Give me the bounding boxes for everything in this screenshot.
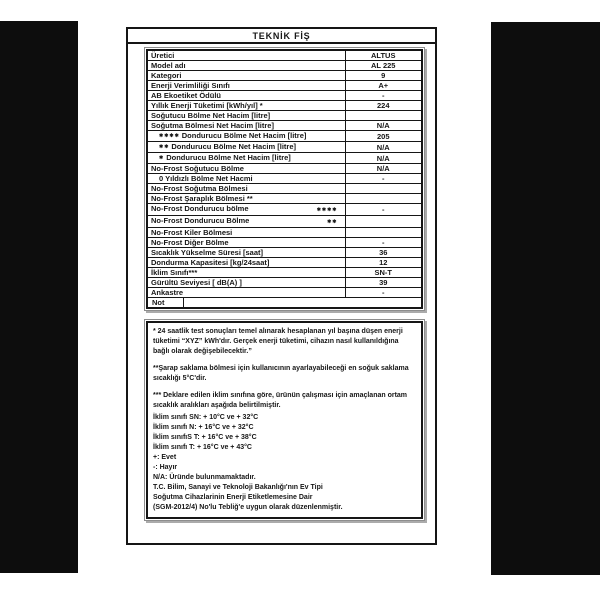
note-line: T.C. Bilim, Sanayi ve Teknoloji Bakanlığı'nın Ev Tipi	[153, 484, 323, 491]
spec-label-cell	[147, 238, 345, 248]
spec-value: 39	[345, 278, 422, 288]
spec-label: No-Frost Soğutucu Bölme	[151, 164, 244, 173]
spec-label-cell	[147, 174, 345, 184]
spec-table	[146, 49, 423, 309]
spec-label-cell	[147, 268, 345, 278]
spec-label: Soğutma Bölmesi Net Hacim [litre]	[151, 121, 274, 130]
spec-label-cell	[147, 71, 345, 81]
spec-label-cell	[147, 278, 345, 288]
table-row	[147, 258, 422, 268]
right-black-bar	[491, 22, 600, 575]
spec-value	[345, 216, 422, 228]
spec-label: Ankastre	[151, 288, 184, 297]
left-black-bar	[0, 21, 78, 573]
spec-label-cell	[147, 288, 345, 298]
table-row	[147, 50, 422, 61]
spec-label-cell	[147, 101, 345, 111]
spec-label: No-Frost Dondurucu Bölme	[151, 216, 250, 225]
note-line: Soğutma Cihazlarinin Enerji Etiketlemesine Dair	[153, 494, 313, 501]
table-row	[147, 278, 422, 288]
spec-label-cell	[147, 61, 345, 71]
star-rating-icon: ✱✱	[159, 144, 170, 150]
spec-label: Üretici	[151, 51, 175, 60]
spec-table-frame	[144, 47, 425, 311]
spec-label: Dondurma Kapasitesi [kg/24saat]	[151, 258, 270, 267]
table-row	[147, 61, 422, 71]
spec-label-cell	[147, 131, 345, 142]
regulation-statement	[153, 483, 416, 513]
spec-table-foot	[147, 298, 422, 309]
spec-label: Kategori	[151, 71, 182, 80]
spec-label-cell	[147, 248, 345, 258]
table-row	[147, 111, 422, 121]
spec-label-cell	[147, 50, 345, 61]
table-row-not	[147, 298, 422, 309]
spec-label: İklim Sınıfı***	[151, 268, 198, 277]
spec-value: -	[345, 238, 422, 248]
footnote-climate-intro: *** Deklare edilen iklim sınıfına göre, ürünün çalışması için amaçlanan ortam sıcaklık aralıkları aşağıda belirtilmiştir.	[153, 392, 408, 409]
spec-label: No-Frost Kiler Bölmesi	[151, 228, 233, 237]
star-rating-icon: ✱✱✱✱	[316, 207, 338, 213]
table-row	[147, 216, 422, 228]
note-line: İklim sınıfıS T: + 16°C ve + 38°C	[153, 434, 257, 441]
spec-label-cell	[147, 164, 345, 174]
spec-value: N/A	[345, 121, 422, 131]
spec-label: Soğutucu Bölme Net Hacim [litre]	[151, 111, 271, 120]
spec-table-body	[147, 50, 422, 298]
spec-label-cell	[147, 81, 345, 91]
note-line: (SGM-2012/4) No'lu Tebliğ'e uygun olarak düzenlenmiştir.	[153, 504, 343, 511]
table-row	[147, 142, 422, 153]
spec-value: AL 225	[345, 61, 422, 71]
footnote-wine: **Şarap saklama bölmesi için kullanıcının ayarlayabileceği en soğuk saklama sıcaklığı 5°C'dir.	[153, 365, 409, 382]
spec-label: No-Frost Soğutma Bölmesi	[151, 184, 248, 193]
spec-label: AB Ekoetiket Ödülü	[151, 91, 222, 100]
spec-value: -	[345, 91, 422, 101]
table-row	[147, 194, 422, 204]
spec-value: SN-T	[345, 268, 422, 278]
spec-label-cell	[147, 153, 345, 164]
table-row	[147, 81, 422, 91]
table-row	[147, 91, 422, 101]
table-row	[147, 288, 422, 298]
spec-label: Gürültü Seviyesi [ dB(A) ]	[151, 278, 242, 287]
table-row	[147, 204, 422, 216]
spec-value	[345, 194, 422, 204]
page-title: TEKNİK FİŞ	[128, 29, 435, 44]
spec-label: Sıcaklık Yükselme Süresi [saat]	[151, 248, 264, 257]
spec-label-cell	[147, 142, 345, 153]
spec-value: N/A	[345, 164, 422, 174]
footnotes-frame	[144, 319, 425, 521]
note-line: -: Hayır	[153, 464, 178, 471]
spec-value: N/A	[345, 142, 422, 153]
spec-label-cell	[147, 111, 345, 121]
footnote-energy: * 24 saatlik test sonuçları temel alınarak hesaplanan yıl başına düşen enerji tüketimi “XYZ” kWh'dır. Gerçek enerji tüketimi, cihazın nasıl kullanıldığına bağlı olarak değişebilecektir.”	[153, 328, 403, 355]
spec-value: 9	[345, 71, 422, 81]
spec-label-cell	[147, 91, 345, 101]
spec-value: N/A	[345, 153, 422, 164]
spec-value: -	[345, 204, 422, 216]
spec-label-cell	[147, 184, 345, 194]
spec-value: 205	[345, 131, 422, 142]
spec-value: -	[345, 174, 422, 184]
table-row	[147, 121, 422, 131]
spec-value	[345, 111, 422, 121]
technical-fiche-document	[126, 27, 437, 545]
not-value	[183, 298, 422, 309]
spec-label-cell	[147, 194, 345, 204]
note-line: İklim sınıfı SN: + 10°C ve + 32°C	[153, 414, 259, 421]
spec-label-cell	[147, 258, 345, 268]
footnotes-box	[146, 321, 423, 519]
table-row	[147, 248, 422, 258]
spec-label: Dondurucu Bölme Net Hacim [litre]	[181, 131, 307, 140]
note-line: +: Evet	[153, 454, 177, 461]
table-row	[147, 268, 422, 278]
table-row	[147, 174, 422, 184]
spec-label: Dondurucu Bölme Net Hacim [litre]	[171, 142, 296, 151]
star-rating-icon: ✱	[159, 155, 165, 161]
symbol-legend	[153, 453, 416, 483]
table-row	[147, 153, 422, 164]
spec-label-cell	[147, 216, 345, 228]
spec-label: No-Frost Diğer Bölme	[151, 238, 229, 247]
spec-label: Dondurucu Bölme Net Hacim [litre]	[166, 153, 291, 162]
star-rating-icon: ✱✱	[327, 219, 338, 225]
table-row	[147, 131, 422, 142]
table-row	[147, 101, 422, 111]
spec-value: A+	[345, 81, 422, 91]
spec-label-cell	[147, 228, 345, 238]
spec-value	[345, 184, 422, 194]
climate-class-list	[153, 413, 416, 453]
spec-label: Model adı	[151, 61, 186, 70]
spec-label: No-Frost Dondurucu bölme	[151, 204, 249, 213]
spec-label: Enerji Verimliliği Sınıfı	[151, 81, 230, 90]
note-line: N/A: Üründe bulunmamaktadır.	[153, 474, 256, 481]
table-row	[147, 184, 422, 194]
spec-label-cell	[147, 204, 345, 216]
spec-label-cell	[147, 121, 345, 131]
table-row	[147, 164, 422, 174]
spec-value: ALTUS	[345, 50, 422, 61]
table-row	[147, 228, 422, 238]
table-row	[147, 238, 422, 248]
table-row	[147, 71, 422, 81]
spec-value	[345, 228, 422, 238]
note-line: İklim sınıfı T: + 16°C ve + 43°C	[153, 444, 252, 451]
spec-value: 224	[345, 101, 422, 111]
not-label: Not	[147, 298, 183, 309]
star-rating-icon: ✱✱✱✱	[159, 133, 180, 139]
spec-value: 12	[345, 258, 422, 268]
note-line: İklim sınıfı N: + 16°C ve + 32°C	[153, 424, 254, 431]
spec-label: 0 Yıldızlı Bölme Net Hacmi	[159, 174, 253, 183]
spec-label: Yıllık Enerji Tüketimi [kWh/yıl] *	[151, 101, 263, 110]
spec-value: 36	[345, 248, 422, 258]
spec-label: No-Frost Şaraplık Bölmesi **	[151, 194, 253, 203]
spec-value: -	[345, 288, 422, 298]
